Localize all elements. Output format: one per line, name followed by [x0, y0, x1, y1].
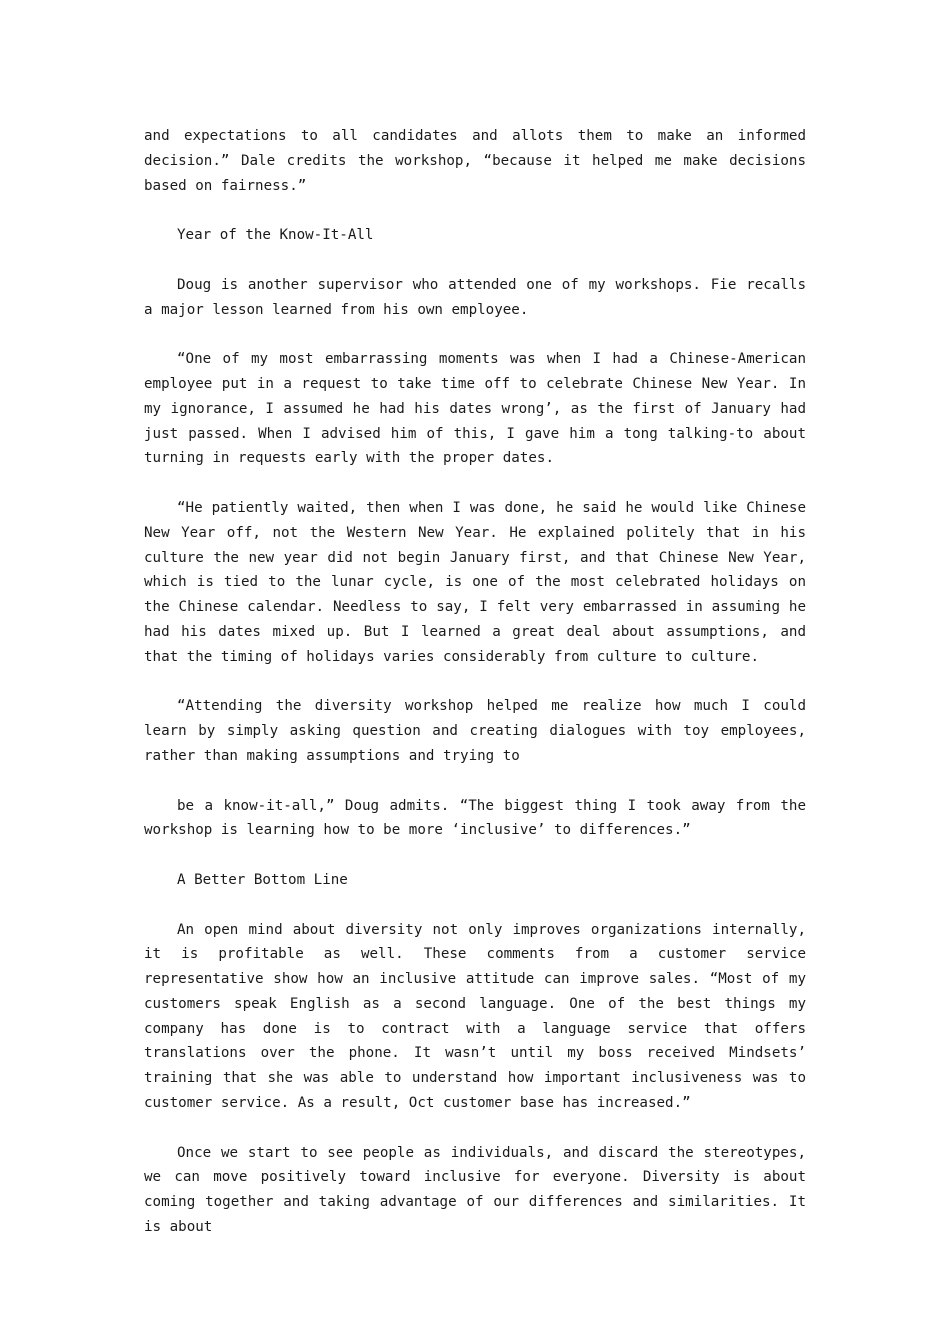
document-page [144, 124, 806, 1240]
paragraph-attending-workshop: “Attending the diversity workshop helped me realize how much I could learn by simply asking question and creating dialogues with toy employees, rather than making assumptions and trying to [144, 698, 806, 764]
paragraph-individuals: Once we start to see people as individuals, and discard the stereotypes, we can move positively toward inclusive for everyone. Diversity is about coming together and taking advantage of our differences and similarities. It is about [144, 1144, 806, 1236]
paragraph-patiently-waited: “He patiently waited, then when I was done, he said he would like Chinese New Year off, not the Western New Year. He explained politely that in his culture the new year did not begin January first, and that Chinese New Year, which is tied to the lunar cycle, is one of the most celebrated holidays on the Chinese calendar. Needless to say, I felt very embarrassed in assuming he had his dates mixed up. But I learned a great deal about assumptions, and that the timing of holidays varies considerably from culture to culture. [144, 499, 806, 665]
paragraph-know-it-all-admits: be a know-it-all,” Doug admits. “The biggest thing I took away from the workshop is learning how to be more ‘inclusive’ to differences.” [144, 797, 806, 839]
section-heading-bottom-line: A Better Bottom Line [177, 871, 348, 888]
paragraph-doug-intro: Doug is another supervisor who attended one of my workshops. Fie recalls a major lesson learned from his own employee. [144, 276, 806, 318]
section-heading-know-it-all: Year of the Know-It-All [177, 227, 374, 244]
paragraph-continuation: and expectations to all candidates and allots them to make an informed decision.” Dale credits the workshop, “because it helped me make decisions based on fairness.” [144, 128, 806, 194]
paragraph-embarrassing-moment: “One of my most embarrassing moments was when I had a Chinese-American employee put in a request to take time off to celebrate Chinese New Year. In my ignorance, I assumed he had his dates wrong’, as the first of January had just passed. When I advised him of this, I gave him a tong talking-to about turning in requests early with the proper dates. [144, 351, 806, 467]
paragraph-open-mind: An open mind about diversity not only improves organizations internally, it is profitable as well. These comments from a customer service representative show how an inclusive attitude can improve sales. “Most of my customers speak English as a second language. One of the best things my company has done is to contract with a language service that offers translations over the phone. It wasn’t until my boss received Mindsets’ training that she was able to understand how important inclusiveness was to customer service. As a result, Oct customer base has increased.” [144, 921, 806, 1112]
